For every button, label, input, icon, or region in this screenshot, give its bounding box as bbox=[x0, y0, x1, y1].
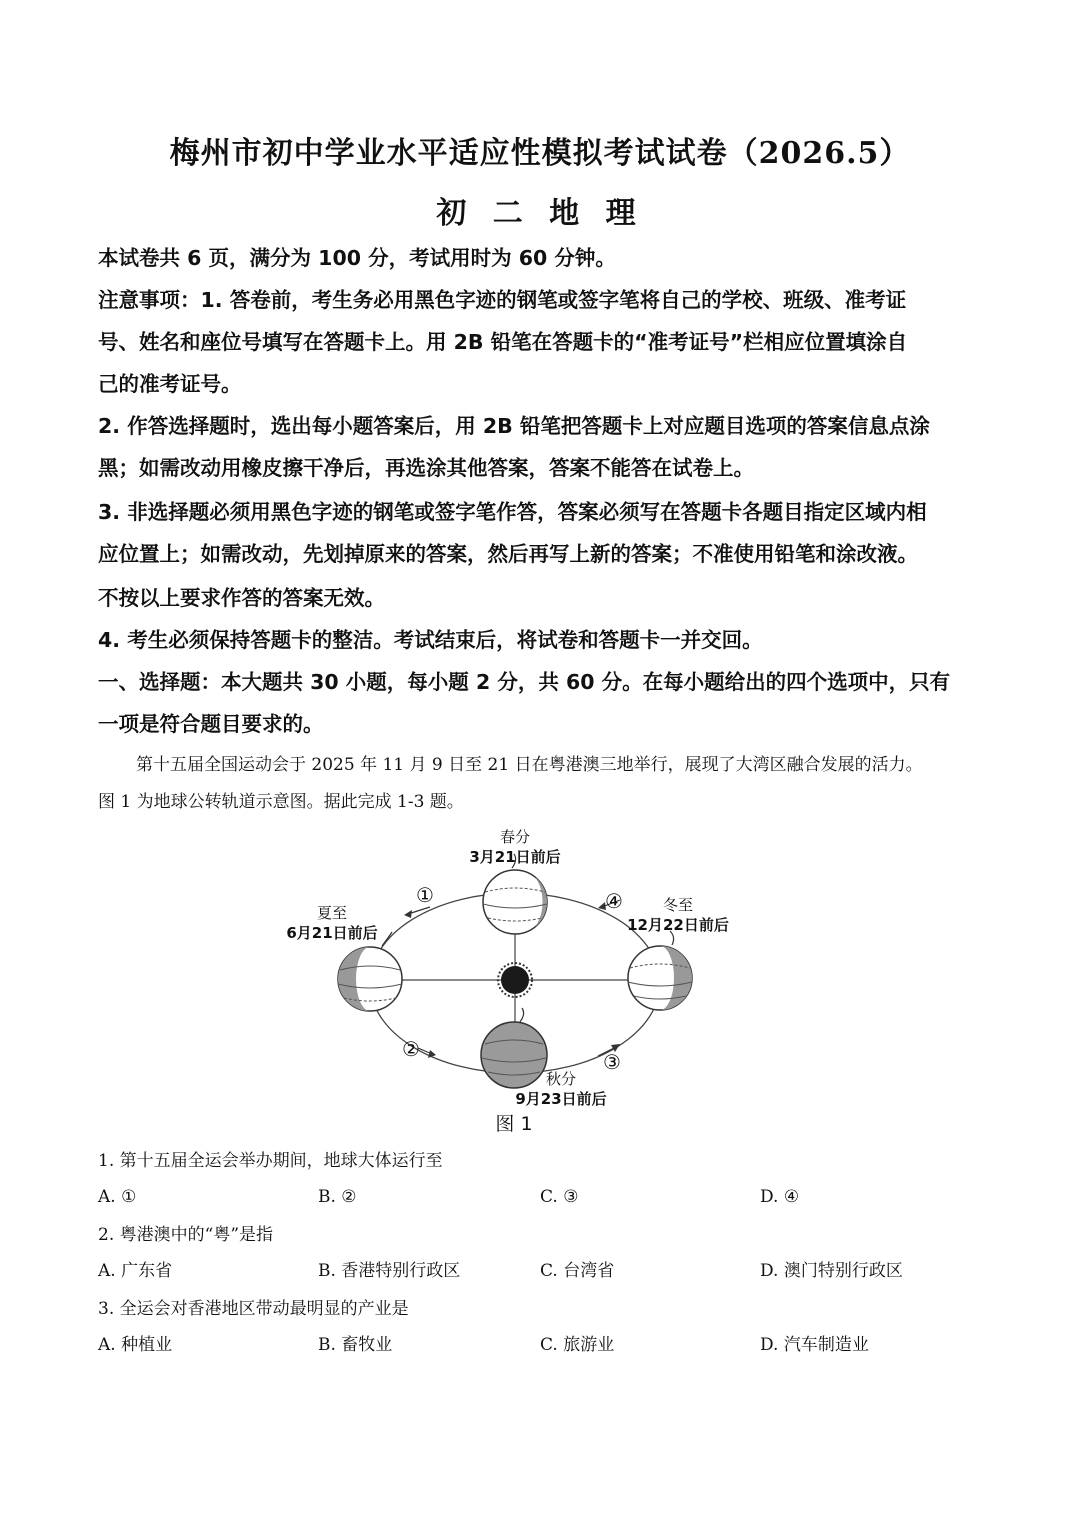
notice-line: 不按以上要求作答的答案无效。 bbox=[98, 586, 385, 610]
option-d: D. 汽车制造业 bbox=[760, 1335, 869, 1355]
option-c: C. 台湾省 bbox=[540, 1261, 615, 1281]
notice-line: 注意事项：1. 答卷前，考生务必用黑色字迹的钢笔或签字笔将自己的学校、班级、准考证 bbox=[98, 288, 907, 312]
label-autumn-name: 秋分 bbox=[545, 1070, 577, 1088]
label-spring-date: 3月21日前后 bbox=[469, 848, 561, 866]
label-summer-date: 6月21日前后 bbox=[286, 924, 378, 942]
label-arrow-4: ④ bbox=[605, 889, 623, 913]
option-d: D. ④ bbox=[760, 1187, 800, 1207]
label-autumn-date: 9月23日前后 bbox=[515, 1090, 607, 1108]
label-arrow-1: ① bbox=[416, 883, 434, 907]
option-c: C. 旅游业 bbox=[540, 1335, 615, 1355]
section-heading: 一项是符合题目要求的。 bbox=[98, 712, 324, 736]
notice-line: 2. 作答选择题时，选出每小题答案后，用 2B 铅笔把答题卡上对应题目选项的答案信息点涂 bbox=[98, 414, 930, 438]
option-c: C. ③ bbox=[540, 1187, 579, 1207]
option-a: A. 种植业 bbox=[98, 1335, 173, 1355]
option-d: D. 澳门特别行政区 bbox=[760, 1261, 903, 1281]
arrow-2-icon bbox=[418, 1048, 436, 1058]
option-a: A. ① bbox=[98, 1187, 137, 1207]
subject-title: 初 二 地 理 bbox=[436, 196, 644, 231]
passage-line: 第十五届全国运动会于 2025 年 11 月 9 日至 21 日在粤港澳三地举行，展现了大湾区融合发展的活力。 bbox=[136, 755, 923, 775]
earth-spring-icon bbox=[483, 854, 547, 934]
label-winter-name: 冬至 bbox=[662, 896, 694, 914]
label-arrow-3: ③ bbox=[603, 1050, 621, 1074]
option-b: B. ② bbox=[318, 1187, 357, 1207]
question-stem: 1. 第十五届全运会举办期间，地球大体运行至 bbox=[98, 1151, 443, 1171]
notice-line: 本试卷共 6 页，满分为 100 分，考试用时为 60 分钟。 bbox=[98, 246, 616, 270]
earth-winter-icon bbox=[628, 931, 692, 1010]
notice-line: 号、姓名和座位号填写在答题卡上。用 2B 铅笔在答题卡的“准考证号”栏相应位置填涂自 bbox=[98, 330, 908, 354]
option-b: B. 香港特别行政区 bbox=[318, 1261, 461, 1281]
orbit-figure bbox=[280, 822, 740, 1142]
option-b: B. 畜牧业 bbox=[318, 1335, 393, 1355]
earth-autumn-icon bbox=[481, 1008, 547, 1088]
figure-caption: 图 1 bbox=[495, 1113, 533, 1135]
label-winter-date: 12月22日前后 bbox=[627, 916, 729, 934]
question-stem: 3. 全运会对香港地区带动最明显的产业是 bbox=[98, 1299, 409, 1319]
passage-line: 图 1 为地球公转轨道示意图。据此完成 1-3 题。 bbox=[98, 792, 464, 812]
question-stem: 2. 粤港澳中的“粤”是指 bbox=[98, 1225, 274, 1245]
notice-line: 己的准考证号。 bbox=[98, 372, 242, 396]
label-arrow-2: ② bbox=[402, 1037, 420, 1061]
orbit-diagram bbox=[280, 822, 740, 1142]
sun-icon bbox=[498, 963, 532, 997]
section-heading: 一、选择题：本大题共 30 小题，每小题 2 分，共 60 分。在每小题给出的四个选项中，只有 bbox=[98, 670, 951, 694]
label-summer-name: 夏至 bbox=[316, 904, 348, 922]
notice-line: 4. 考生必须保持答题卡的整洁。考试结束后，将试卷和答题卡一并交回。 bbox=[98, 628, 763, 652]
label-spring-name: 春分 bbox=[499, 828, 531, 846]
notice-line: 黑；如需改动用橡皮擦干净后，再选涂其他答案，答案不能答在试卷上。 bbox=[98, 456, 754, 480]
notice-line: 应位置上；如需改动，先划掉原来的答案，然后再写上新的答案；不准使用铅笔和涂改液。 bbox=[98, 542, 918, 566]
notice-line: 3. 非选择题必须用黑色字迹的钢笔或签字笔作答，答案必须写在答题卡各题目指定区域内相 bbox=[98, 500, 927, 524]
exam-title: 梅州市初中学业水平适应性模拟考试试卷（2026.5） bbox=[169, 136, 911, 171]
option-a: A. 广东省 bbox=[98, 1261, 173, 1281]
earth-summer-icon bbox=[338, 932, 402, 1011]
